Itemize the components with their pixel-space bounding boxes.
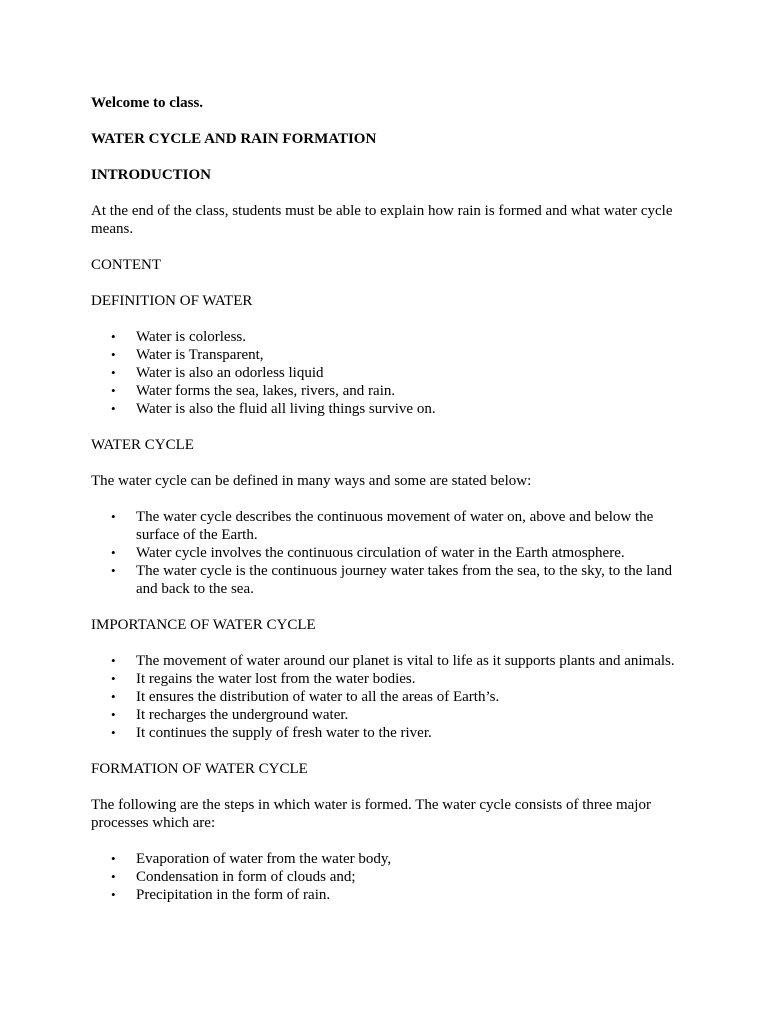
definition-heading: DEFINITION OF WATER	[91, 293, 253, 309]
list-item-text: Water is also the fluid all living things survive on.	[136, 401, 436, 417]
list-item	[91, 886, 691, 904]
bullet-icon: •	[111, 869, 116, 884]
bullet-icon: •	[111, 563, 116, 578]
importance-heading: IMPORTANCE OF WATER CYCLE	[91, 617, 316, 633]
list-item-text: Evaporation of water from the water body,	[136, 851, 392, 867]
formation-heading: FORMATION OF WATER CYCLE	[91, 761, 308, 777]
importance-list	[91, 652, 691, 742]
list-item	[91, 724, 691, 742]
list-item	[91, 400, 691, 418]
list-item	[91, 670, 691, 688]
bullet-icon: •	[111, 653, 116, 668]
bullet-icon: •	[111, 509, 116, 524]
list-item-text: It ensures the distribution of water to all the areas of Earth’s.	[136, 689, 500, 705]
list-item-text: Water forms the sea, lakes, rivers, and rain.	[136, 383, 396, 399]
list-item-text: The movement of water around our planet is vital to life as it supports plants and animals.	[136, 653, 675, 669]
list-item	[91, 652, 691, 670]
greeting: Welcome to class.	[91, 95, 204, 111]
list-item-text: It recharges the underground water.	[136, 707, 349, 723]
document-page	[91, 94, 691, 922]
list-item	[91, 544, 691, 562]
list-item	[91, 328, 691, 346]
bullet-icon: •	[111, 365, 116, 380]
list-item	[91, 562, 691, 598]
document-title: WATER CYCLE AND RAIN FORMATION	[91, 131, 377, 147]
list-item	[91, 382, 691, 400]
list-item-text: It continues the supply of fresh water to the river.	[136, 725, 432, 741]
list-item	[91, 868, 691, 886]
bullet-icon: •	[111, 383, 116, 398]
bullet-icon: •	[111, 671, 116, 686]
definition-list	[91, 328, 691, 418]
list-item	[91, 364, 691, 382]
bullet-icon: •	[111, 887, 116, 902]
formation-list	[91, 850, 691, 904]
formation-lead: The following are the steps in which water is formed. The water cycle consists of three major processes which are:	[91, 797, 651, 831]
list-item-text: Water is also an odorless liquid	[136, 365, 324, 381]
list-item-text: Water cycle involves the continuous circulation of water in the Earth atmosphere.	[136, 545, 625, 561]
intro-heading: INTRODUCTION	[91, 167, 212, 183]
water-cycle-lead: The water cycle can be defined in many ways and some are stated below:	[91, 473, 532, 489]
list-item-text: Water is colorless.	[136, 329, 247, 345]
bullet-icon: •	[111, 329, 116, 344]
content-heading: CONTENT	[91, 257, 161, 273]
list-item	[91, 706, 691, 724]
bullet-icon: •	[111, 347, 116, 362]
list-item-text: Precipitation in the form of rain.	[136, 887, 331, 903]
list-item	[91, 688, 691, 706]
bullet-icon: •	[111, 401, 116, 416]
list-item	[91, 508, 691, 544]
bullet-icon: •	[111, 707, 116, 722]
intro-text: At the end of the class, students must be able to explain how rain is formed and what water cycle means.	[91, 203, 673, 237]
list-item-text: It regains the water lost from the water bodies.	[136, 671, 416, 687]
bullet-icon: •	[111, 689, 116, 704]
list-item-text: Water is Transparent,	[136, 347, 264, 363]
water-cycle-heading: WATER CYCLE	[91, 437, 194, 453]
bullet-icon: •	[111, 545, 116, 560]
water-cycle-list	[91, 508, 691, 598]
list-item-text: The water cycle is the continuous journey water takes from the sea, to the sky, to the land and back to the sea.	[136, 563, 672, 597]
list-item-text: Condensation in form of clouds and;	[136, 869, 356, 885]
bullet-icon: •	[111, 725, 116, 740]
bullet-icon: •	[111, 851, 116, 866]
list-item	[91, 850, 691, 868]
list-item-text: The water cycle describes the continuous movement of water on, above and below the surface of the Earth.	[136, 509, 654, 543]
list-item	[91, 346, 691, 364]
